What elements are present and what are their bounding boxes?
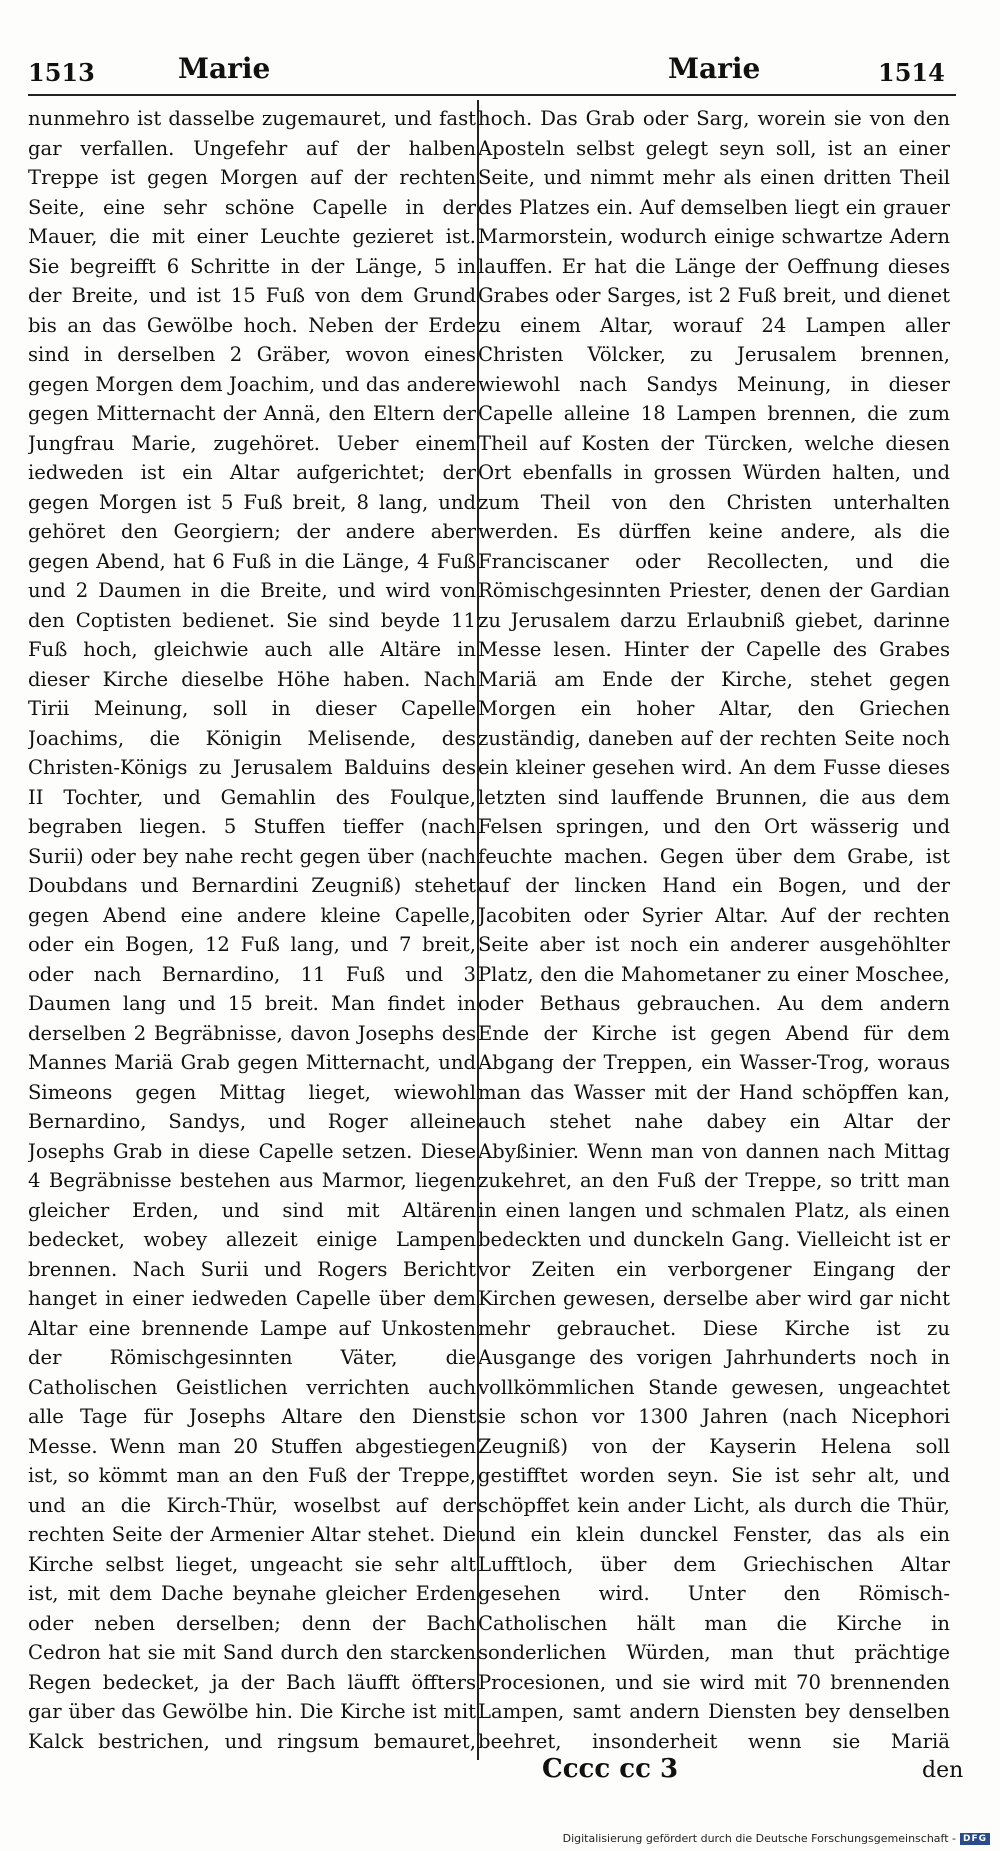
left-column-text: nunmehro ist dasselbe zugemauret, und fast gar verfallen. Ungefehr auf der halben Treppe ist gegen Morgen auf der rechten Seite, eine sehr schöne Capelle in der Mauer, die mit einer Leuchte gezieret ist. Sie begreifft 6 Schritte in der Länge, 5 in der Breite, und ist 15 Fuß von dem Grund bis an das Gewölbe hoch. Neben der Erde sind in derselben 2 Gräber, wovon eines gegen Morgen dem Joachim, und das andere gegen Mitternacht der Annä, den Eltern der Jungfrau Marie, zugehöret. Ueber einem iedweden ist ein Altar aufgerichtet; der gegen Morgen ist 5 Fuß breit, 8 lang, und gehöret den Georgiern; der andere aber gegen Abend, hat 6 Fuß in die Länge, 4 Fuß und 2 Daumen in die Breite, und wird von den Coptisten bedienet. Sie sind beyde 11 Fuß hoch, gleichwie auch alle Altäre in dieser Kirche dieselbe Höhe haben. Nach Tirii Meinung, soll in dieser Capelle Joachims, die Königin Melisende, des Christen-Königs zu Jerusalem Balduins des II Tochter, und Gemahlin des Foulque, begraben liegen. 5 Stuffen tieffer (nach Surii) oder bey nahe recht gegen über (nach Doubdans und Bernardini Zeugniß) stehet gegen Abend eine andere kleine Capelle, oder ein Bogen, 12 Fuß lang, und 7 breit, oder nach Bernardino, 11 Fuß und 3 Daumen lang und 15 breit. Man findet in derselben 2 Begräbnisse, davon Josephs des Mannes Mariä Grab gegen Mitternacht, und Simeons gegen Mittag lieget, wiewohl Bernardino, Sandys, und Roger alleine Josephs Grab in diese Capelle setzen. Diese 4 Begräbnisse bestehen aus Marmor, liegen gleicher Erden, und sind mit Altären bedecket, wobey allezeit einige Lampen brennen. Nach Surii und Rogers Bericht hanget in einer iedweden Capelle über dem Altar eine brennende Lampe auf Unkosten der Römischgesinnten Väter, die Catholischen Geistlichen verrichten auch alle Tage für Josephs Altare den Dienst Messe. Wenn man 20 Stuffen abgestiegen ist, so kömmt man an den Fuß der Treppe, und an die Kirch-Thür, woselbst auf der rechten Seite der Armenier Altar stehet. Die Kirche selbst lieget, ungeacht sie sehr alt ist, mit dem Dache beynahe gleicher Erden oder neben derselben; denn der Bach Cedron hat sie mit Sand durch den starcken Regen bedecket, ja der Bach läufft öffters gar über das Gewölbe hin. Die Kirche ist mit Kalck bestrichen, und ringsum bemauret,	[28, 107, 476, 1753]
right-running-title: Marie	[668, 52, 761, 85]
left-column	[28, 104, 476, 1754]
left-running-title: Marie	[178, 52, 271, 85]
signature-mark: Cccc cc 3	[542, 1754, 679, 1784]
right-column-text: hoch. Das Grab oder Sarg, worein sie von den Aposteln selbst gelegt seyn soll, ist an einer Seite, und nimmt mehr als einen dritten Theil des Platzes ein. Auf demselben liegt ein grauer Marmorstein, wodurch einige schwartze Adern lauffen. Er hat die Länge der Oeffnung dieses Grabes oder Sarges, ist 2 Fuß breit, und dienet zu einem Altar, worauf 24 Lampen aller Christen Völcker, zu Jerusalem brennen, wiewohl nach Sandys Meinung, in dieser Capelle alleine 18 Lampen brennen, die zum Theil auf Kosten der Türcken, welche diesen Ort ebenfalls in grossen Würden halten, und zum Theil von den Christen unterhalten werden. Es dürffen keine andere, als die Franciscaner oder Recollecten, und die Römischgesinnten Priester, denen der Gardian zu Jerusalem darzu Erlaubniß giebet, darinne Messe lesen. Hinter der Capelle des Grabes Mariä am Ende der Kirche, stehet gegen Morgen ein hoher Altar, den Griechen zuständig, daneben auf der rechten Seite noch ein kleiner gesehen wird. An dem Fusse dieses letzten sind lauffende Brunnen, die aus dem Felsen springen, und den Ort wässerig und feuchte machen. Gegen über dem Grabe, ist auf der lincken Hand ein Bogen, und der Jacobiten oder Syrier Altar. Auf der rechten Seite aber ist noch ein anderer ausgehöhlter Platz, den die Mahometaner zu einer Moschee, oder Bethaus gebrauchen. Au dem andern Ende der Kirche ist gegen Abend für dem Abgang der Treppen, ein Wasser-Trog, woraus man das Wasser mit der Hand schöpffen kan, auch stehet nahe dabey ein Altar der Abyßinier. Wenn man von dannen nach Mittag zukehret, an den Fuß der Treppe, so tritt man in einen langen und schmalen Platz, als einen bedeckten und dunckeln Gang. Vielleicht ist er vor Zeiten ein verborgener Eingang der Kirchen gewesen, derselbe aber wird gar nicht mehr gebrauchet. Diese Kirche ist zu Ausgange des vorigen Jahrhunderts noch in vollkömmlichen Stande gewesen, ungeachtet sie schon vor 1300 Jahren (nach Nicephori Zeugniß) von der Kayserin Helena soll gestifftet worden seyn. Sie ist sehr alt, und schöpffet kein ander Licht, als durch die Thür, und ein klein dunckel Fenster, das als ein Lufftloch, über dem Griechischen Altar gesehen wird. Unter den Römisch-Catholischen hält man die Kirche in sonderlichen Würden, man thut prächtige Procesionen, und sie wird mit 70 brennenden Lampen, samt andern Diensten bey denselben beehret, insonderheit wenn sie Mariä	[478, 107, 950, 1753]
dfg-logo: DFG	[960, 1833, 990, 1845]
left-page-number: 1513	[28, 58, 95, 87]
right-column	[478, 104, 950, 1754]
digitization-note: Digitalisierung gefördert durch die Deutsche Forschungsgemeinschaft -	[562, 1832, 956, 1845]
right-page-number: 1514	[878, 58, 945, 87]
header-rule	[28, 94, 956, 96]
catchword: den	[922, 1758, 964, 1783]
digitization-footer	[563, 1832, 990, 1845]
